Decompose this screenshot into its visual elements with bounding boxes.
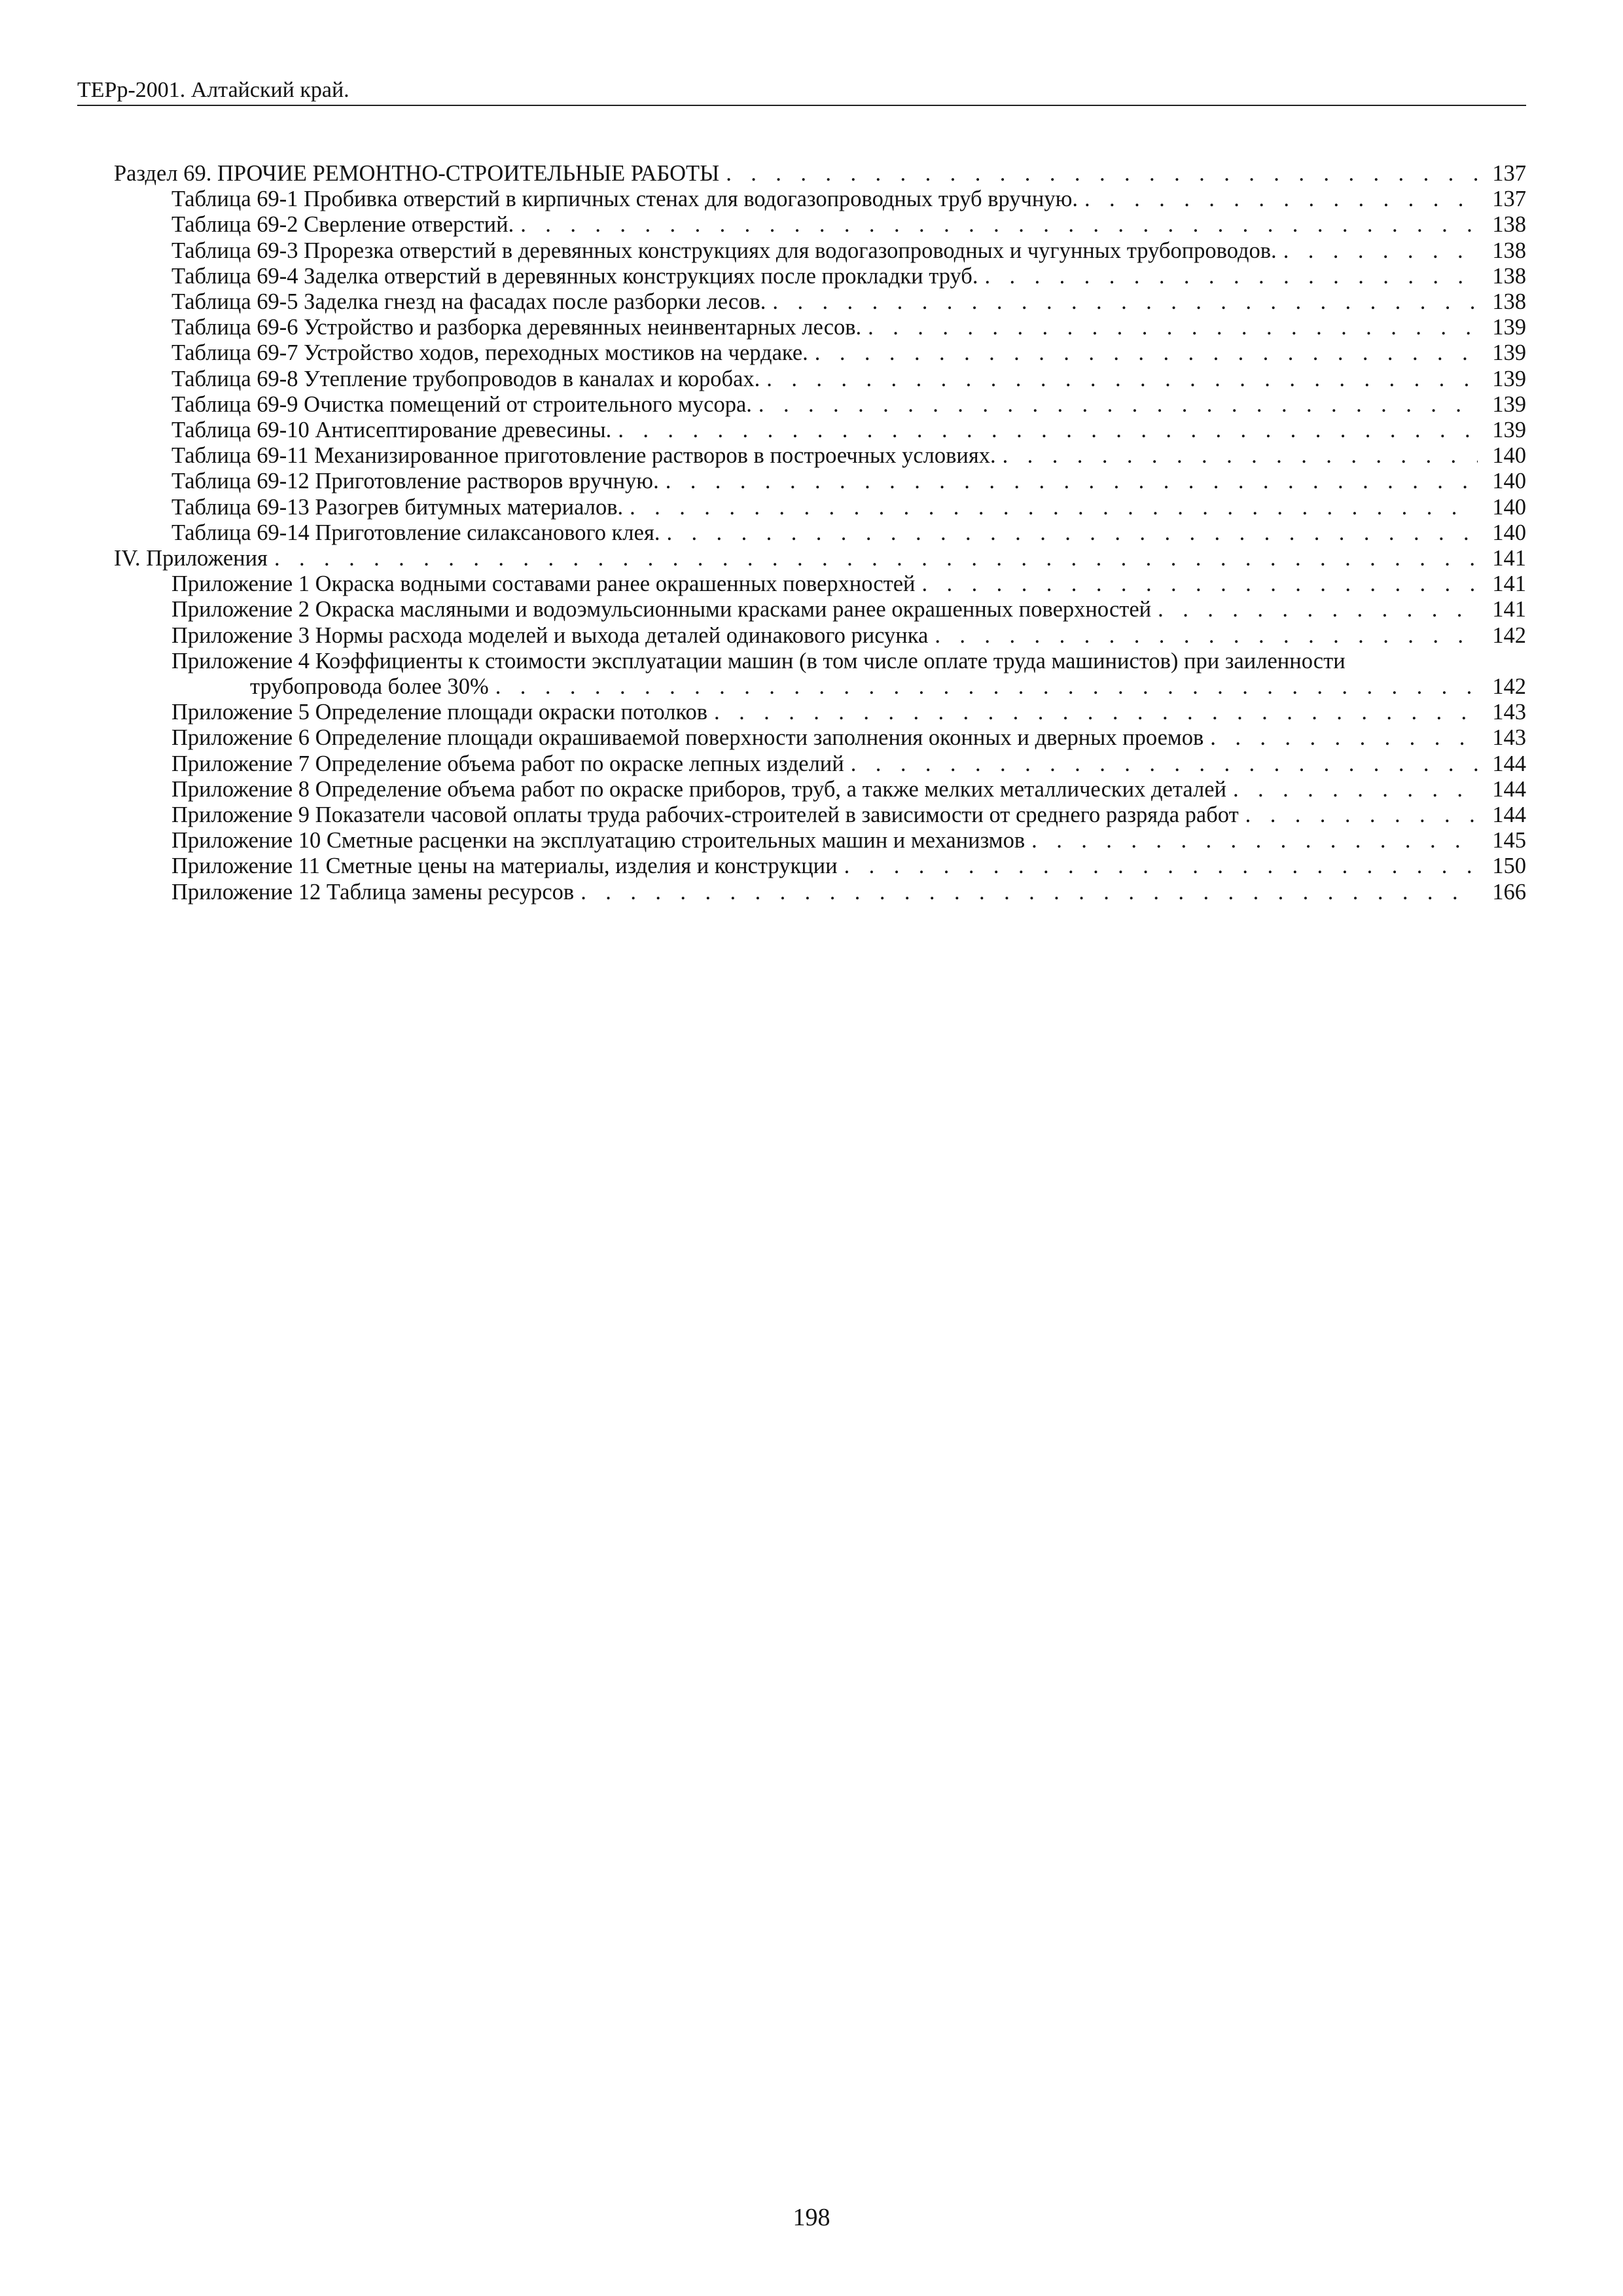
toc-entry-page: 137 xyxy=(1492,161,1526,186)
dot-leader xyxy=(274,546,1478,571)
toc-entry-title: Приложение 12 Таблица замены ресурсов xyxy=(171,879,575,905)
dot-leader xyxy=(984,264,1478,289)
toc-entry-page: 141 xyxy=(1492,571,1526,597)
toc-entry-appendix-7[interactable] xyxy=(114,751,1526,777)
toc-entry-title: IV. Приложения xyxy=(114,546,268,571)
toc-entry-title: Таблица 69-7 Устройство ходов, переходных мостиков на чердаке. xyxy=(171,340,808,366)
toc-entry-page: 150 xyxy=(1492,853,1526,879)
toc-entry-title: Приложение 1 Окраска водными составами ранее окрашенных поверхностей xyxy=(171,571,916,597)
toc-entry-appendix-6[interactable] xyxy=(114,725,1526,751)
toc-entry-page: 166 xyxy=(1492,879,1526,905)
toc-entry-table-69-2[interactable] xyxy=(114,212,1526,238)
toc-entry-appendices-section[interactable] xyxy=(114,546,1526,571)
toc-entry-title: Таблица 69-12 Приготовление растворов вручную. xyxy=(171,469,659,494)
dot-leader xyxy=(851,751,1478,777)
toc-entry-title: Таблица 69-2 Сверление отверстий. xyxy=(171,212,514,238)
toc-entry-title: Приложение 10 Сметные расценки на эксплуатацию строительных машин и механизмов xyxy=(171,828,1026,853)
dot-leader xyxy=(630,495,1478,520)
toc-entry-table-69-9[interactable] xyxy=(114,392,1526,418)
dot-leader xyxy=(868,315,1478,340)
toc-entry-section-69[interactable] xyxy=(114,161,1526,187)
toc-entry-page: 137 xyxy=(1492,187,1526,212)
toc-entry-title-line-2: трубопровода более 30% xyxy=(250,674,489,700)
toc-entry-appendix-10[interactable] xyxy=(114,828,1526,853)
dot-leader xyxy=(580,880,1478,905)
dot-leader xyxy=(714,700,1478,725)
toc-entry-title: Приложение 7 Определение объема работ по окраске лепных изделий xyxy=(171,751,844,776)
table-of-contents xyxy=(114,161,1526,905)
toc-entry-page: 141 xyxy=(1492,546,1526,571)
dot-leader xyxy=(1031,828,1478,853)
toc-entry-page: 141 xyxy=(1492,597,1526,622)
toc-entry-continuation xyxy=(171,674,1526,700)
dot-leader xyxy=(495,674,1478,700)
header-divider xyxy=(77,105,1526,106)
toc-entry-title: Таблица 69-11 Механизированное приготовление растворов в построечных условиях. xyxy=(171,443,996,469)
toc-entry-table-69-7[interactable] xyxy=(114,340,1526,366)
toc-entry-title: Приложение 5 Определение площади окраски потолков xyxy=(171,700,708,725)
dot-leader xyxy=(772,289,1478,315)
toc-entry-title: Приложение 11 Сметные цены на материалы, изделия и конструкции xyxy=(171,853,838,879)
toc-entry-page: 140 xyxy=(1492,469,1526,494)
toc-entry-table-69-13[interactable] xyxy=(114,495,1526,520)
dot-leader xyxy=(758,392,1478,418)
dot-leader xyxy=(1158,597,1478,622)
toc-entry-table-69-14[interactable] xyxy=(114,520,1526,546)
toc-entry-page: 140 xyxy=(1492,520,1526,545)
toc-entry-title: Приложение 9 Показатели часовой оплаты труда рабочих-строителей в зависимости от среднего разряда работ xyxy=(171,802,1239,828)
toc-entry-title: Таблица 69-1 Пробивка отверстий в кирпичных стенах для водогазопроводных труб вручную. xyxy=(171,187,1078,212)
toc-entry-table-69-12[interactable] xyxy=(114,469,1526,494)
dot-leader xyxy=(1084,187,1478,212)
toc-entry-page: 143 xyxy=(1492,700,1526,725)
toc-entry-title: Таблица 69-14 Приготовление силаксанового клея. xyxy=(171,520,660,545)
toc-entry-page: 144 xyxy=(1492,776,1526,802)
toc-entry-page: 142 xyxy=(1492,674,1526,700)
toc-entry-table-69-6[interactable] xyxy=(114,315,1526,340)
toc-entry-page: 144 xyxy=(1492,802,1526,828)
toc-entry-title: Приложение 3 Нормы расхода моделей и выхода деталей одинакового рисунка xyxy=(171,622,929,648)
toc-entry-title: Таблица 69-4 Заделка отверстий в деревянных конструкциях после прокладки труб. xyxy=(171,263,978,289)
dot-leader xyxy=(1210,725,1478,751)
toc-entry-title: Таблица 69-5 Заделка гнезд на фасадах после разборки лесов. xyxy=(171,289,766,315)
dot-leader xyxy=(1283,238,1478,264)
page-number: 198 xyxy=(793,2204,830,2231)
toc-entry-page: 139 xyxy=(1492,315,1526,340)
toc-entry-page: 138 xyxy=(1492,238,1526,263)
toc-entry-page: 138 xyxy=(1492,289,1526,315)
toc-entry-page: 139 xyxy=(1492,340,1526,366)
toc-entry-appendix-2[interactable] xyxy=(114,597,1526,622)
toc-entry-title: Приложение 6 Определение площади окрашиваемой поверхности заполнения оконных и дверных проемов xyxy=(171,725,1204,751)
toc-entry-title: Таблица 69-13 Разогрев битумных материалов. xyxy=(171,494,624,520)
toc-entry-appendix-8[interactable] xyxy=(114,777,1526,802)
toc-entry-page: 143 xyxy=(1492,725,1526,751)
toc-entry-table-69-3[interactable] xyxy=(114,238,1526,264)
toc-entry-page: 139 xyxy=(1492,391,1526,417)
dot-leader xyxy=(1245,802,1478,828)
dot-leader xyxy=(922,571,1478,597)
toc-entry-appendix-11[interactable] xyxy=(114,853,1526,879)
toc-entry-page: 145 xyxy=(1492,828,1526,853)
toc-entry-page: 138 xyxy=(1492,212,1526,238)
dot-leader xyxy=(520,212,1478,238)
dot-leader xyxy=(1003,443,1478,469)
toc-entry-appendix-12[interactable] xyxy=(114,880,1526,905)
toc-entry-appendix-9[interactable] xyxy=(114,802,1526,828)
toc-entry-appendix-3[interactable] xyxy=(114,623,1526,649)
toc-entry-title: Таблица 69-3 Прорезка отверстий в деревянных конструкциях для водогазопроводных и чугунных трубопроводов. xyxy=(171,238,1277,263)
toc-entry-table-69-8[interactable] xyxy=(114,367,1526,392)
toc-entry-title: Таблица 69-8 Утепление трубопроводов в каналах и коробах. xyxy=(171,366,760,391)
running-header: ТЕРр-2001. Алтайский край. xyxy=(77,78,349,102)
toc-entry-table-69-11[interactable] xyxy=(114,443,1526,469)
toc-entry-page: 144 xyxy=(1492,751,1526,776)
toc-entry-page: 138 xyxy=(1492,263,1526,289)
dot-leader xyxy=(666,469,1478,494)
toc-entry-table-69-10[interactable] xyxy=(114,418,1526,443)
toc-entry-appendix-1[interactable] xyxy=(114,571,1526,597)
dot-leader xyxy=(844,853,1478,879)
dot-leader xyxy=(766,367,1478,392)
dot-leader xyxy=(935,623,1478,649)
toc-entry-page: 139 xyxy=(1492,366,1526,391)
toc-entry-title-line-1: Приложение 4 Коэффициенты к стоимости эксплуатации машин (в том числе оплате труда машинистов) при заиленности xyxy=(171,648,1346,673)
toc-entry-table-69-4[interactable] xyxy=(114,264,1526,289)
dot-leader xyxy=(726,161,1478,187)
toc-entry-title: Таблица 69-10 Антисептирование древесины. xyxy=(171,418,612,443)
dot-leader xyxy=(1233,777,1478,802)
toc-entry-title: Приложение 8 Определение объема работ по окраске приборов, труб, а также мелких металлических деталей xyxy=(171,776,1226,802)
toc-entry-title: Таблица 69-6 Устройство и разборка деревянных неинвентарных лесов. xyxy=(171,315,862,340)
toc-entry-page: 139 xyxy=(1492,418,1526,443)
toc-entry-page: 140 xyxy=(1492,494,1526,520)
dot-leader xyxy=(815,340,1478,366)
toc-entry-page: 142 xyxy=(1492,622,1526,648)
toc-entry-appendix-4[interactable] xyxy=(114,649,1526,700)
toc-entry-table-69-5[interactable] xyxy=(114,289,1526,315)
toc-entry-title: Раздел 69. ПРОЧИЕ РЕМОНТНО-СТРОИТЕЛЬНЫЕ РАБОТЫ xyxy=(114,161,720,186)
dot-leader xyxy=(666,520,1478,546)
toc-entry-table-69-1[interactable] xyxy=(114,187,1526,212)
toc-entry-page: 140 xyxy=(1492,443,1526,469)
toc-entry-appendix-5[interactable] xyxy=(114,700,1526,725)
dot-leader xyxy=(618,418,1478,443)
toc-entry-title: Приложение 2 Окраска масляными и водоэмульсионными красками ранее окрашенных поверхностей xyxy=(171,597,1152,622)
toc-entry-title: Таблица 69-9 Очистка помещений от строительного мусора. xyxy=(171,391,752,417)
